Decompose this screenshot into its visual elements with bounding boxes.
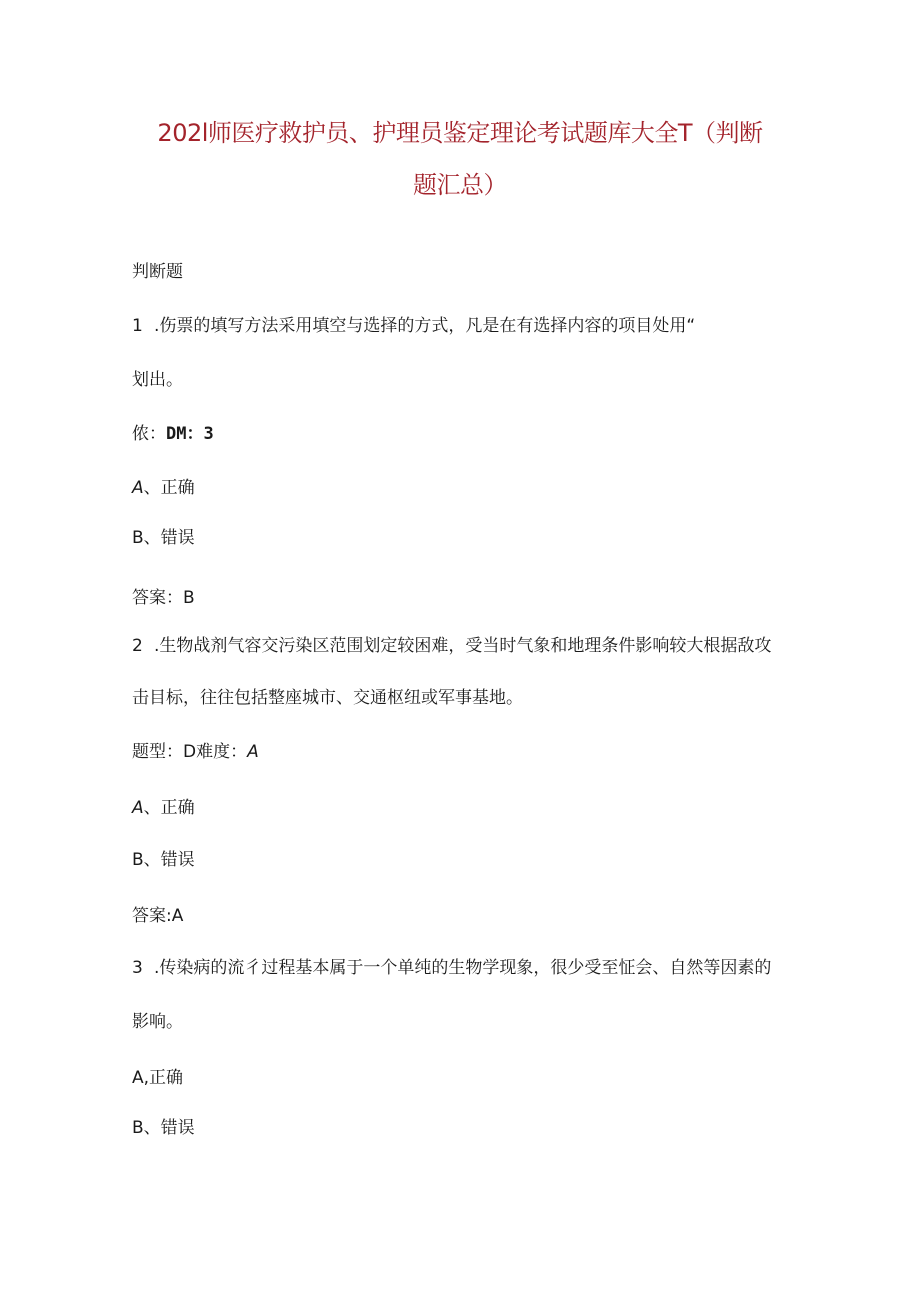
question-3-text-line-1	[132, 956, 771, 980]
question-3-text-line-2: 影响。	[132, 1012, 183, 1032]
question-2-text-line-1	[132, 634, 771, 658]
question-2-meta	[132, 740, 259, 764]
question-2-option-a-letter: A	[132, 798, 144, 818]
question-2-option-a	[132, 796, 195, 820]
question-2-option-b: B、错误	[132, 850, 195, 870]
question-1-number: 1	[132, 316, 143, 336]
question-3-option-a: A,正确	[132, 1068, 184, 1088]
question-2-meta-value: A	[247, 742, 259, 762]
document-title-line-1: 202l师医疗救护员、护理员鉴定理论考试题库大全T（判断	[157, 119, 763, 147]
question-2-text: .生物战剂气容交污染区范围划定较困难，受当时气象和地理条件影响较大根据敌攻	[154, 636, 772, 656]
question-2-meta-prefix: 题型：D难度：	[132, 742, 248, 762]
question-1-option-a	[132, 476, 195, 500]
question-2-option-a-text: 、正确	[143, 798, 195, 818]
question-1-text-line-2: 划出。	[132, 370, 183, 390]
question-1-answer: 答案：B	[132, 588, 195, 608]
question-1-meta-value: DM：3	[166, 424, 214, 444]
question-3-option-b: B、错误	[132, 1118, 195, 1138]
question-1-meta-prefix: 侬：	[132, 424, 166, 444]
question-1-text-line-1	[132, 314, 695, 338]
question-1-option-a-letter: A	[132, 478, 144, 498]
question-2-answer: 答案:A	[132, 906, 184, 926]
question-1-option-b: B、错误	[132, 528, 195, 548]
question-1-option-a-text: 、正确	[143, 478, 195, 498]
question-2-number: 2	[132, 636, 143, 656]
section-heading: 判断题	[132, 262, 183, 282]
question-3-number: 3	[132, 958, 143, 978]
question-3-text: .传染病的流彳过程基本属于一个单纯的生物学现象，很少受至怔会、自然等因素的	[154, 958, 772, 978]
question-1-meta	[132, 422, 214, 446]
question-2-text-line-2: 击目标，往往包括整座城市、交通枢纽或军事基地。	[132, 688, 523, 708]
question-1-text: .伤票的填写方法采用填空与选择的方式，凡是在有选择内容的项目处用“	[154, 316, 696, 336]
document-title-line-2: 题汇总）	[413, 171, 507, 199]
